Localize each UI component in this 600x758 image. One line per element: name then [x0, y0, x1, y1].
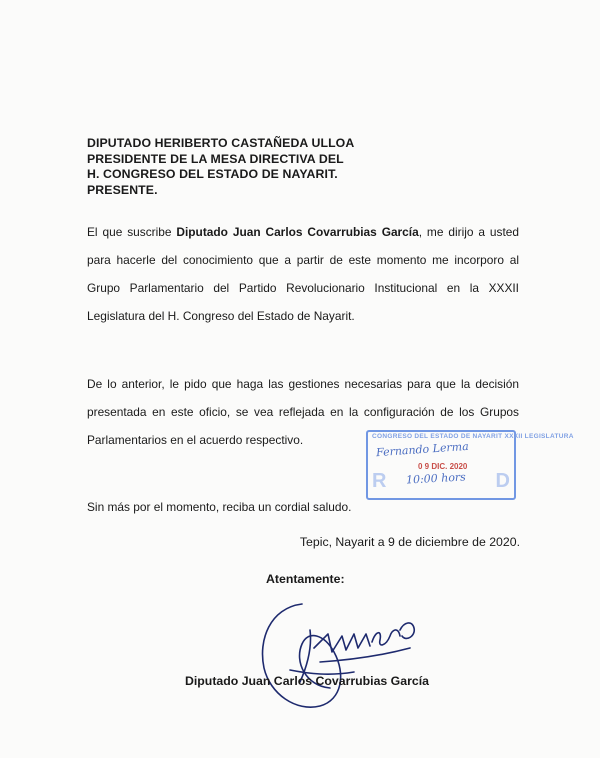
addressee-block	[87, 136, 354, 198]
stamp-letter-d: D	[495, 470, 510, 492]
stamp-letter-r: R	[372, 470, 387, 492]
paragraph-incorporation	[87, 218, 519, 330]
handwritten-signature	[250, 590, 430, 720]
p1-rest: , me dirijo a usted para hacerle del conocimiento que a partir de este momento me incorporo al Grupo Parlamentario del Partido Revolucionario Institucional en la XXXII Legislatura del H. Congreso del Estado de Nayarit.	[87, 225, 519, 323]
p1-intro: El que suscribe	[87, 225, 177, 239]
date-line: Tepic, Nayarit a 9 de diciembre de 2020.	[299, 535, 520, 549]
paragraph-request: De lo anterior, le pido que haga las gestiones necesarias para que la decisión presentada en este oficio, se vea reflejada en la configuración de los Grupos Parlamentarios en el acuerdo respectivo.	[87, 377, 519, 447]
stamp-header: CONGRESO DEL ESTADO DE NAYARIT XXXII LEGISLATURA	[372, 433, 574, 440]
deputy-name: Diputado Juan Carlos Covarrubias García	[176, 225, 419, 239]
addressee-line: PRESENTE.	[87, 182, 158, 197]
addressee-line: PRESIDENTE DE LA MESA DIRECTIVA DEL	[87, 151, 344, 166]
paragraph-greeting: Sin más por el momento, reciba un cordial saludo.	[87, 500, 352, 514]
signer-name: Diputado Juan Carlos Covarrubias García	[185, 674, 429, 688]
stamp-time: 10:00 hors	[405, 470, 467, 487]
addressee-line: H. CONGRESO DEL ESTADO DE NAYARIT.	[87, 167, 338, 181]
reception-stamp	[366, 430, 574, 500]
stamp-received-by: Fernando Lerma	[375, 439, 470, 460]
closing: Atentamente:	[266, 572, 345, 586]
addressee-line: DIPUTADO HERIBERTO CASTAÑEDA ULLOA	[87, 136, 355, 150]
stamp-date: 0 9 DIC. 2020	[418, 462, 468, 471]
